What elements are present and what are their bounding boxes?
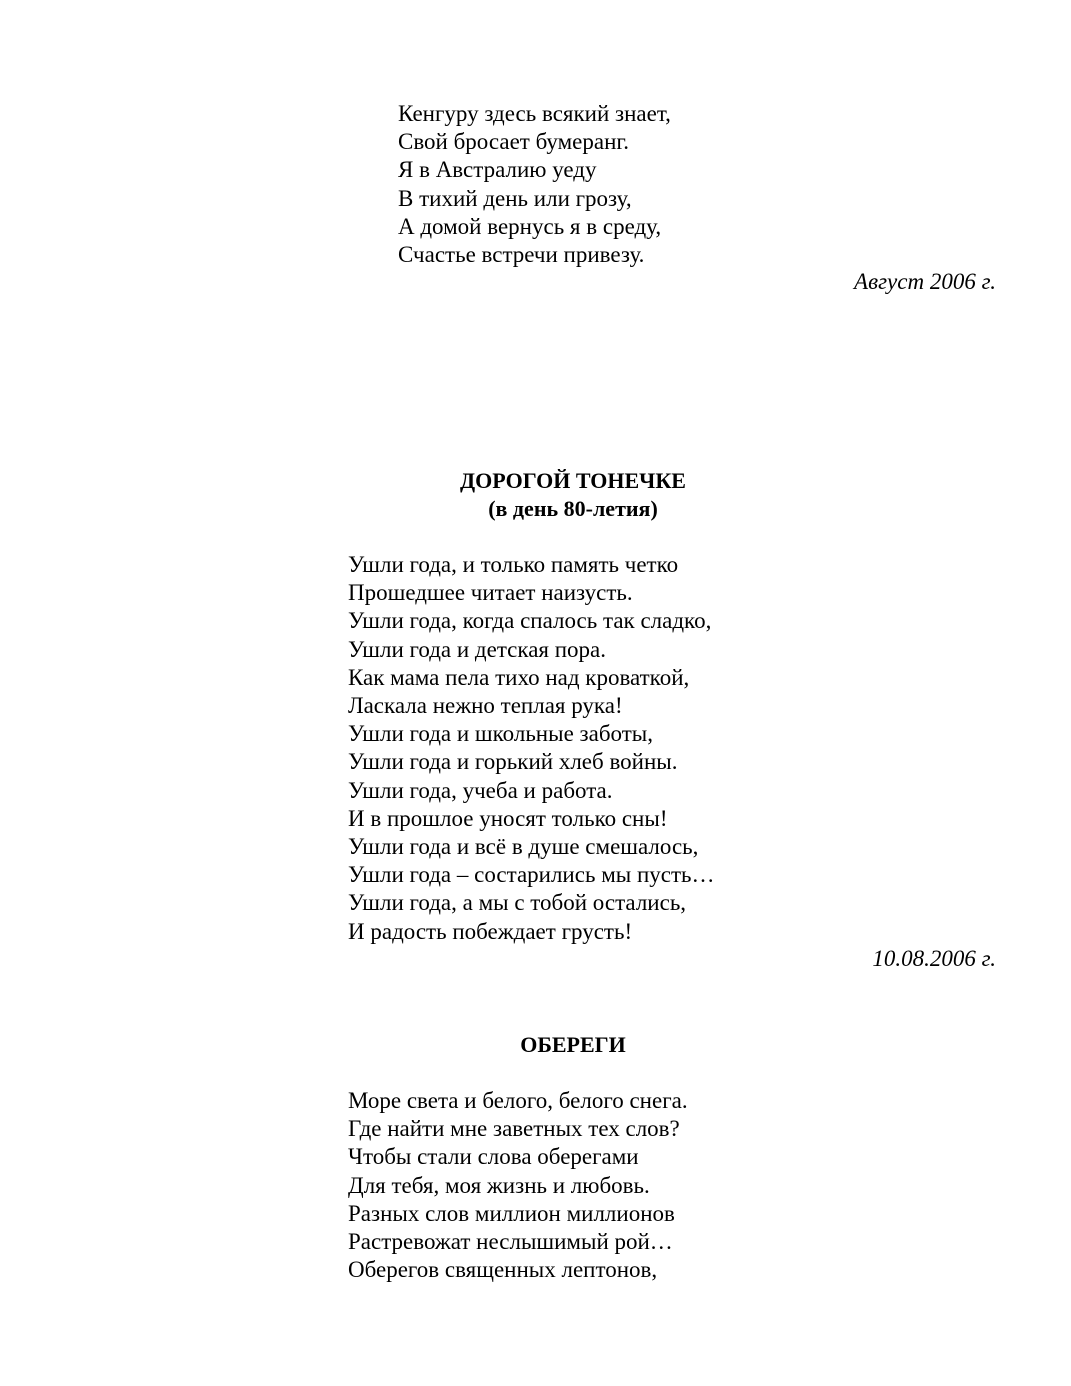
poem-line: И радость побеждает грусть! — [348, 918, 633, 944]
poem-line: Оберегов священных лептонов, — [348, 1257, 658, 1283]
poem-line: Где найти мне заветных тех слов? — [348, 1116, 680, 1142]
poem-2-subtitle: (в день 80-летия) — [488, 496, 658, 521]
poem-3-title: ОБЕРЕГИ — [520, 1032, 626, 1057]
poem-line: Ушли года и всё в душе смешалось, — [348, 834, 699, 860]
poem-line: Разных слов миллион миллионов — [348, 1200, 675, 1226]
poem-line: Счастье встречи привезу. — [398, 242, 645, 268]
poem-line: Ушли года, а мы с тобой остались, — [348, 890, 687, 916]
poem-1-date: Август 2006 г. — [854, 269, 996, 294]
poem-line: Ушли года – состарились мы пусть… — [348, 862, 715, 888]
poem-line: Ушли года и школьные заботы, — [348, 721, 653, 747]
poem-line: Ушли года, учеба и работа. — [348, 777, 613, 803]
poem-line: Ушли года, когда спалось так сладко, — [348, 608, 712, 634]
poem-line: Прошедшее читает наизусть. — [348, 580, 633, 606]
poem-line: И в прошлое уносят только сны! — [348, 805, 668, 831]
poem-line: Ушли года и горький хлеб войны. — [348, 749, 678, 775]
poem-2-stanza — [348, 551, 715, 946]
poem-line: Ушли года, и только память четко — [348, 552, 679, 577]
poem-line: Для тебя, моя жизнь и любовь. — [348, 1172, 650, 1198]
poem-3-stanza — [348, 1087, 688, 1284]
poem-1-stanza — [398, 100, 671, 269]
poem-line: Свой бросает бумеранг. — [398, 129, 629, 155]
poem-line: Я в Австралию уеду — [398, 157, 597, 183]
poem-line: А домой вернусь я в среду, — [398, 213, 662, 239]
poem-2-title: ДОРОГОЙ ТОНЕЧКЕ — [460, 468, 686, 493]
poem-line: Кенгуру здесь всякий знает, — [398, 101, 671, 126]
poem-2-date: 10.08.2006 г. — [872, 946, 996, 971]
poem-line: Растревожат неслышимый рой… — [348, 1229, 673, 1255]
poem-line: Чтобы стали слова оберегами — [348, 1144, 639, 1170]
poem-line: В тихий день или грозу, — [398, 185, 632, 211]
poem-line: Ласкала нежно теплая рука! — [348, 693, 623, 719]
poem-line: Море света и белого, белого снега. — [348, 1088, 688, 1113]
poem-line: Как мама пела тихо над кроваткой, — [348, 664, 690, 690]
poem-line: Ушли года и детская пора. — [348, 636, 607, 662]
